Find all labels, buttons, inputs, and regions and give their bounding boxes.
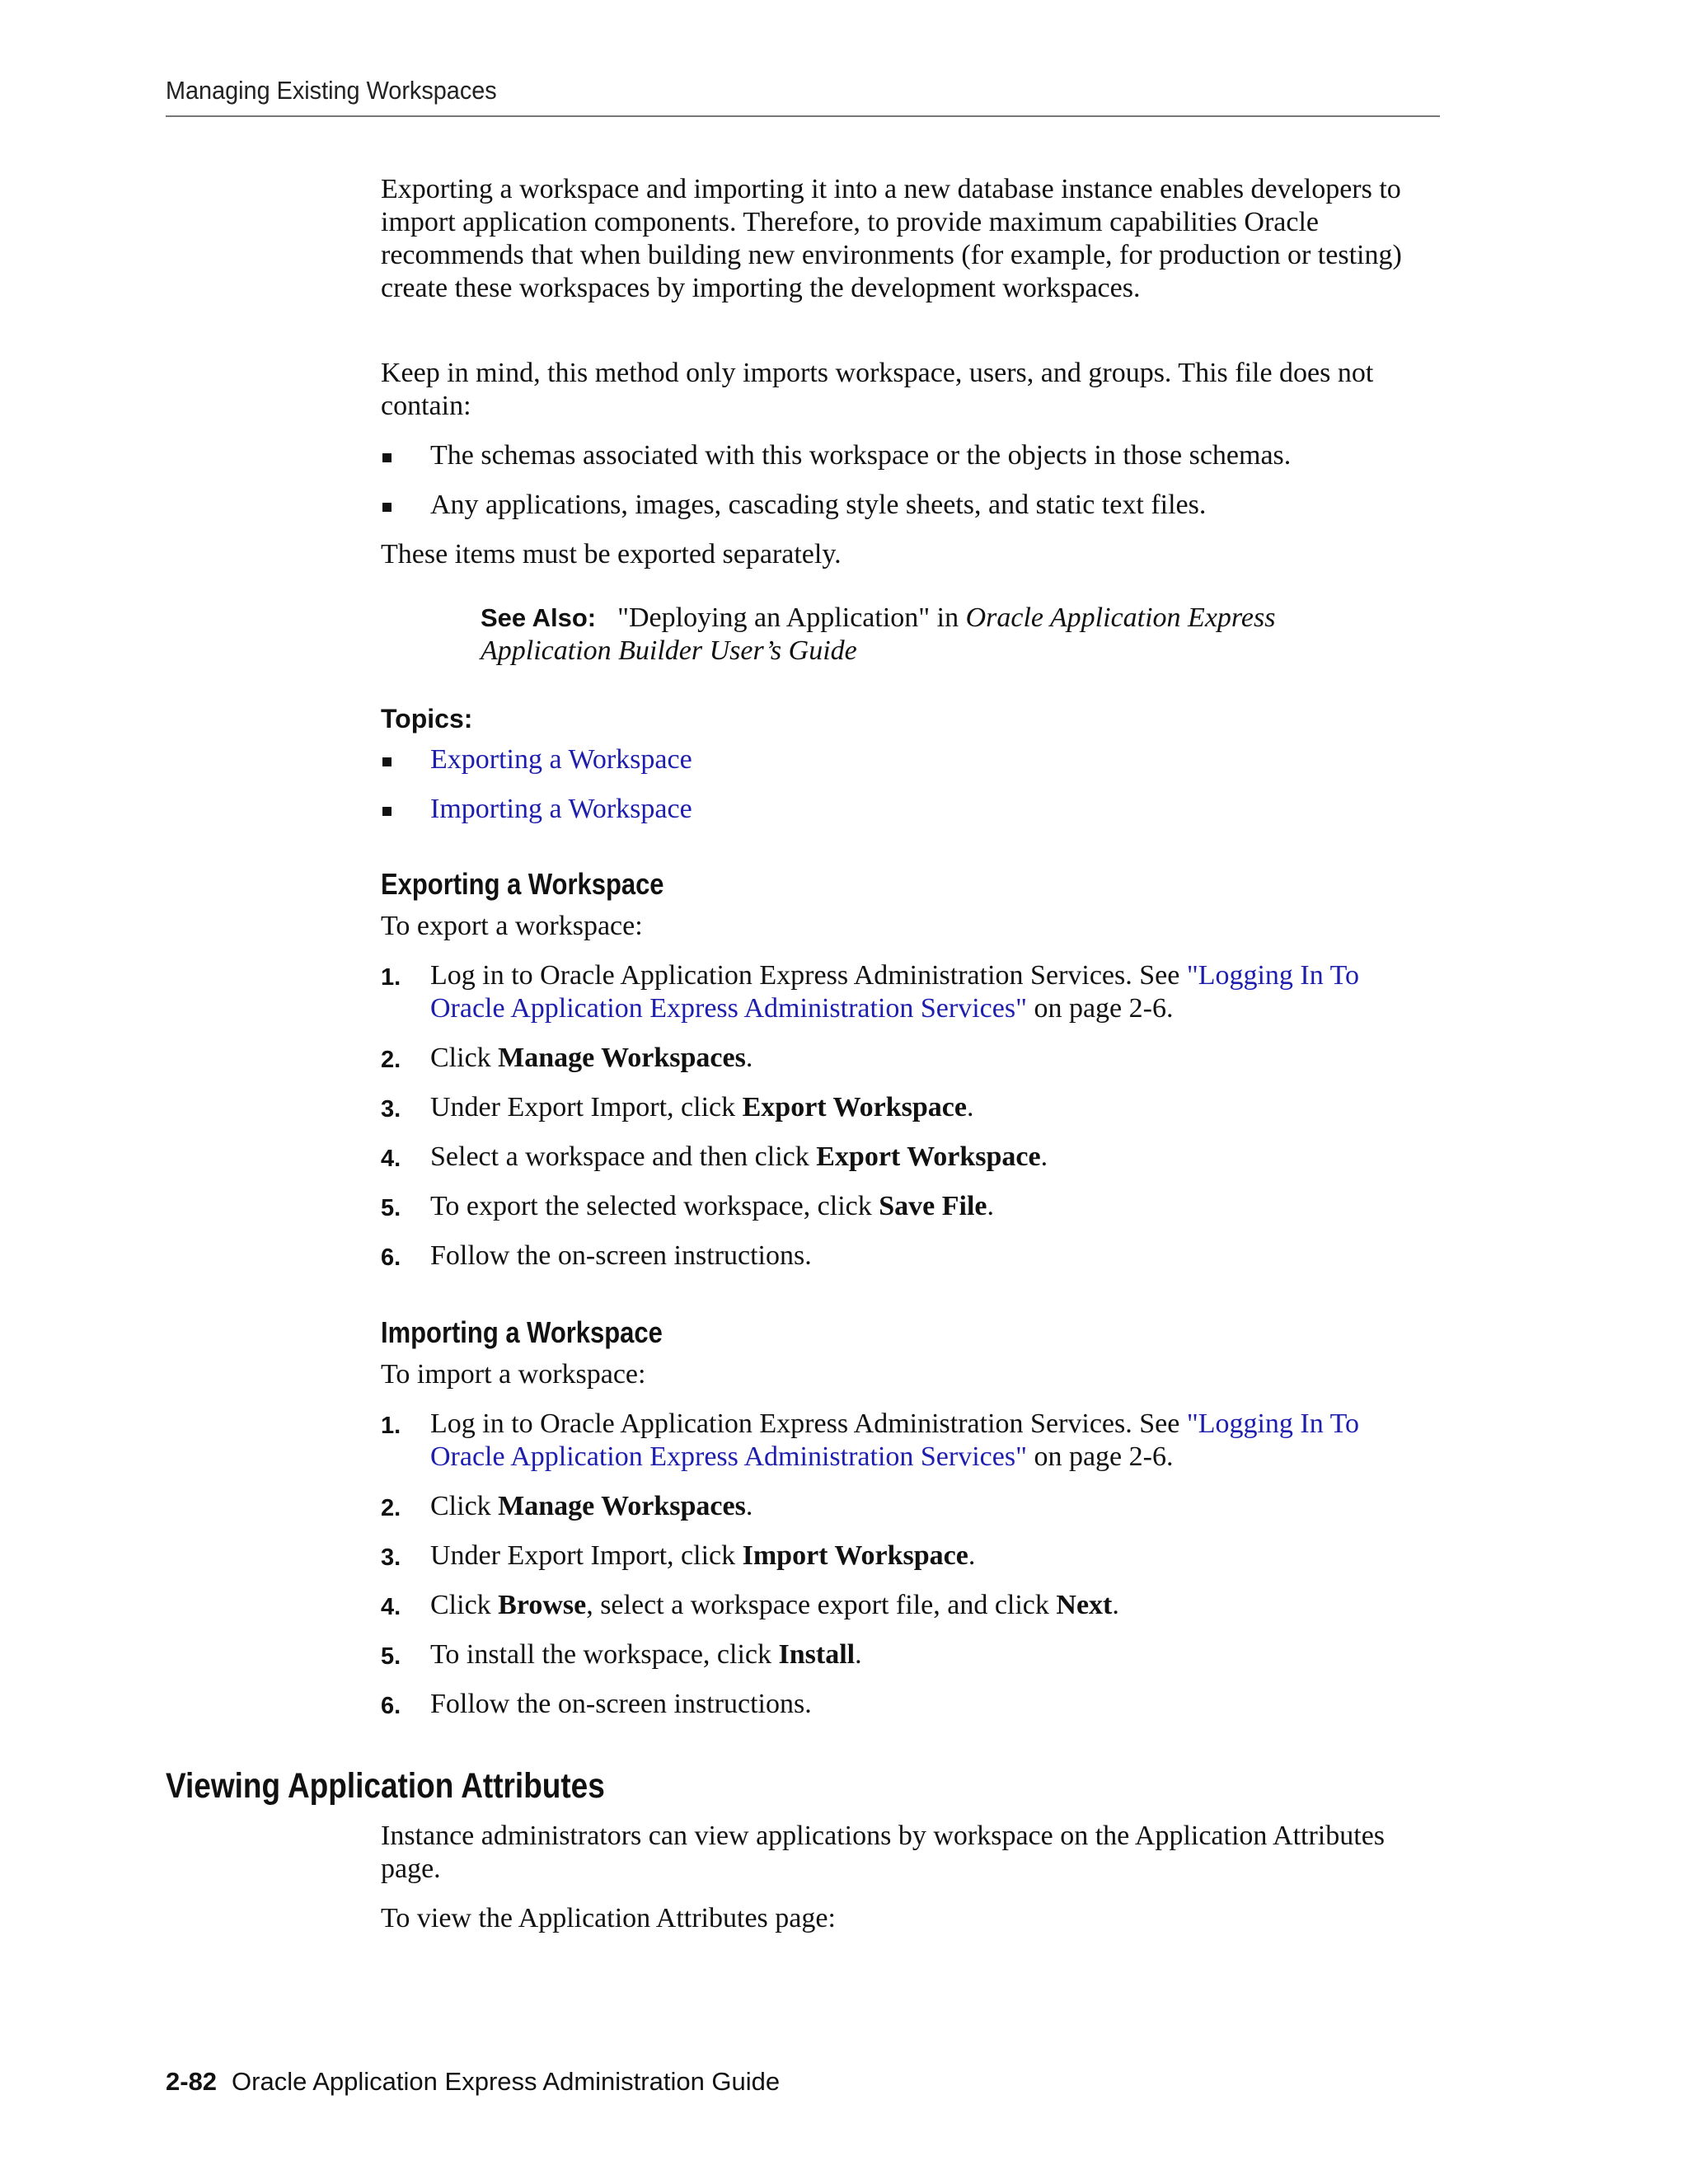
step-number: 3. — [381, 1544, 401, 1571]
logging-in-link[interactable]: "Logging In To — [1186, 960, 1360, 991]
bullet-text: Any applications, images, cascading style sheets, and static text files. — [430, 490, 1207, 520]
import-lead: To import a workspace: — [381, 1359, 646, 1390]
step-text: Click Manage Workspaces. — [430, 1491, 753, 1521]
export-lead: To export a workspace: — [381, 911, 643, 941]
running-header: Managing Existing Workspaces — [166, 76, 497, 105]
step-number: 4. — [381, 1146, 401, 1172]
bullet-square-icon — [382, 807, 392, 816]
step-text: To install the workspace, click Install. — [430, 1639, 862, 1670]
viewing-paragraph-2: To view the Application Attributes page: — [381, 1903, 836, 1933]
section-heading-importing: Importing a Workspace — [381, 1315, 663, 1349]
step-number: 5. — [381, 1195, 401, 1221]
step-number: 1. — [381, 1413, 401, 1439]
step-text: To export the selected workspace, click Save File. — [430, 1191, 994, 1221]
step-number: 5. — [381, 1643, 401, 1670]
header-rule — [166, 115, 1440, 117]
step-text: Log in to Oracle Application Express Administration Services. See "Logging In To Oracle Application Express Administration Services" on page 2-6. — [430, 960, 1360, 1024]
step-number: 1. — [381, 964, 401, 991]
see-also-text: "Deploying an Application" in — [617, 602, 966, 633]
step-text: Under Export Import, click Import Workspace. — [430, 1540, 976, 1571]
see-also-book-title: Oracle Application Express — [965, 602, 1276, 633]
intro-paragraph-3: These items must be exported separately. — [381, 539, 842, 569]
step-text: Click Browse, select a workspace export file, and click Next. — [430, 1590, 1119, 1620]
step-number: 6. — [381, 1693, 401, 1719]
see-also-book-title-cont: Application Builder User’s Guide — [481, 635, 857, 666]
bullet-square-icon — [382, 503, 392, 512]
step-text: Select a workspace and then click Export Workspace. — [430, 1141, 1048, 1172]
step-text: Follow the on-screen instructions. — [430, 1240, 812, 1271]
see-also-note — [481, 602, 1387, 668]
topic-link-importing-workspace[interactable]: Importing a Workspace — [430, 794, 692, 824]
section-heading-exporting: Exporting a Workspace — [381, 867, 664, 901]
page-footer — [166, 2067, 780, 2097]
footer-book-title: Oracle Application Express Administration Guide — [232, 2067, 781, 2096]
step-text: Click Manage Workspaces. — [430, 1043, 753, 1073]
intro-paragraph-1: Exporting a workspace and importing it into a new database instance enables developers to import application components. Therefore, to provide maximum capabilities Oracle recommends that when building new environments (for example, for production or testing) create these workspaces by importing the development workspaces. — [381, 174, 1402, 303]
step-number: 2. — [381, 1047, 401, 1073]
step-number: 6. — [381, 1244, 401, 1271]
see-also-label: See Also: — [481, 603, 597, 632]
logging-in-link-cont[interactable]: Oracle Application Express Administration Services" — [430, 993, 1027, 1024]
section-heading-viewing-application-attributes: Viewing Application Attributes — [166, 1766, 605, 1806]
intro-paragraph-2: Keep in mind, this method only imports workspace, users, and groups. This file does not contain: — [381, 358, 1374, 421]
step-text: Follow the on-screen instructions. — [430, 1689, 812, 1719]
bullet-square-icon — [382, 757, 392, 766]
step-number: 2. — [381, 1495, 401, 1521]
page-number: 2-82 — [166, 2067, 218, 2096]
step-number: 3. — [381, 1096, 401, 1122]
bullet-text: The schemas associated with this workspace or the objects in those schemas. — [430, 440, 1292, 471]
step-text: Log in to Oracle Application Express Administration Services. See "Logging In To Oracle Application Express Administration Services" on page 2-6. — [430, 1408, 1360, 1472]
bullet-square-icon — [382, 453, 392, 462]
logging-in-link-cont[interactable]: Oracle Application Express Administration Services" — [430, 1441, 1027, 1472]
step-text: Under Export Import, click Export Workspace. — [430, 1092, 974, 1122]
topic-link-exporting-workspace[interactable]: Exporting a Workspace — [430, 744, 692, 775]
step-number: 4. — [381, 1594, 401, 1620]
topics-label: Topics: — [381, 704, 473, 733]
viewing-paragraph-1: Instance administrators can view applications by workspace on the Application Attributes page. — [381, 1821, 1386, 1884]
logging-in-link[interactable]: "Logging In To — [1186, 1408, 1360, 1439]
